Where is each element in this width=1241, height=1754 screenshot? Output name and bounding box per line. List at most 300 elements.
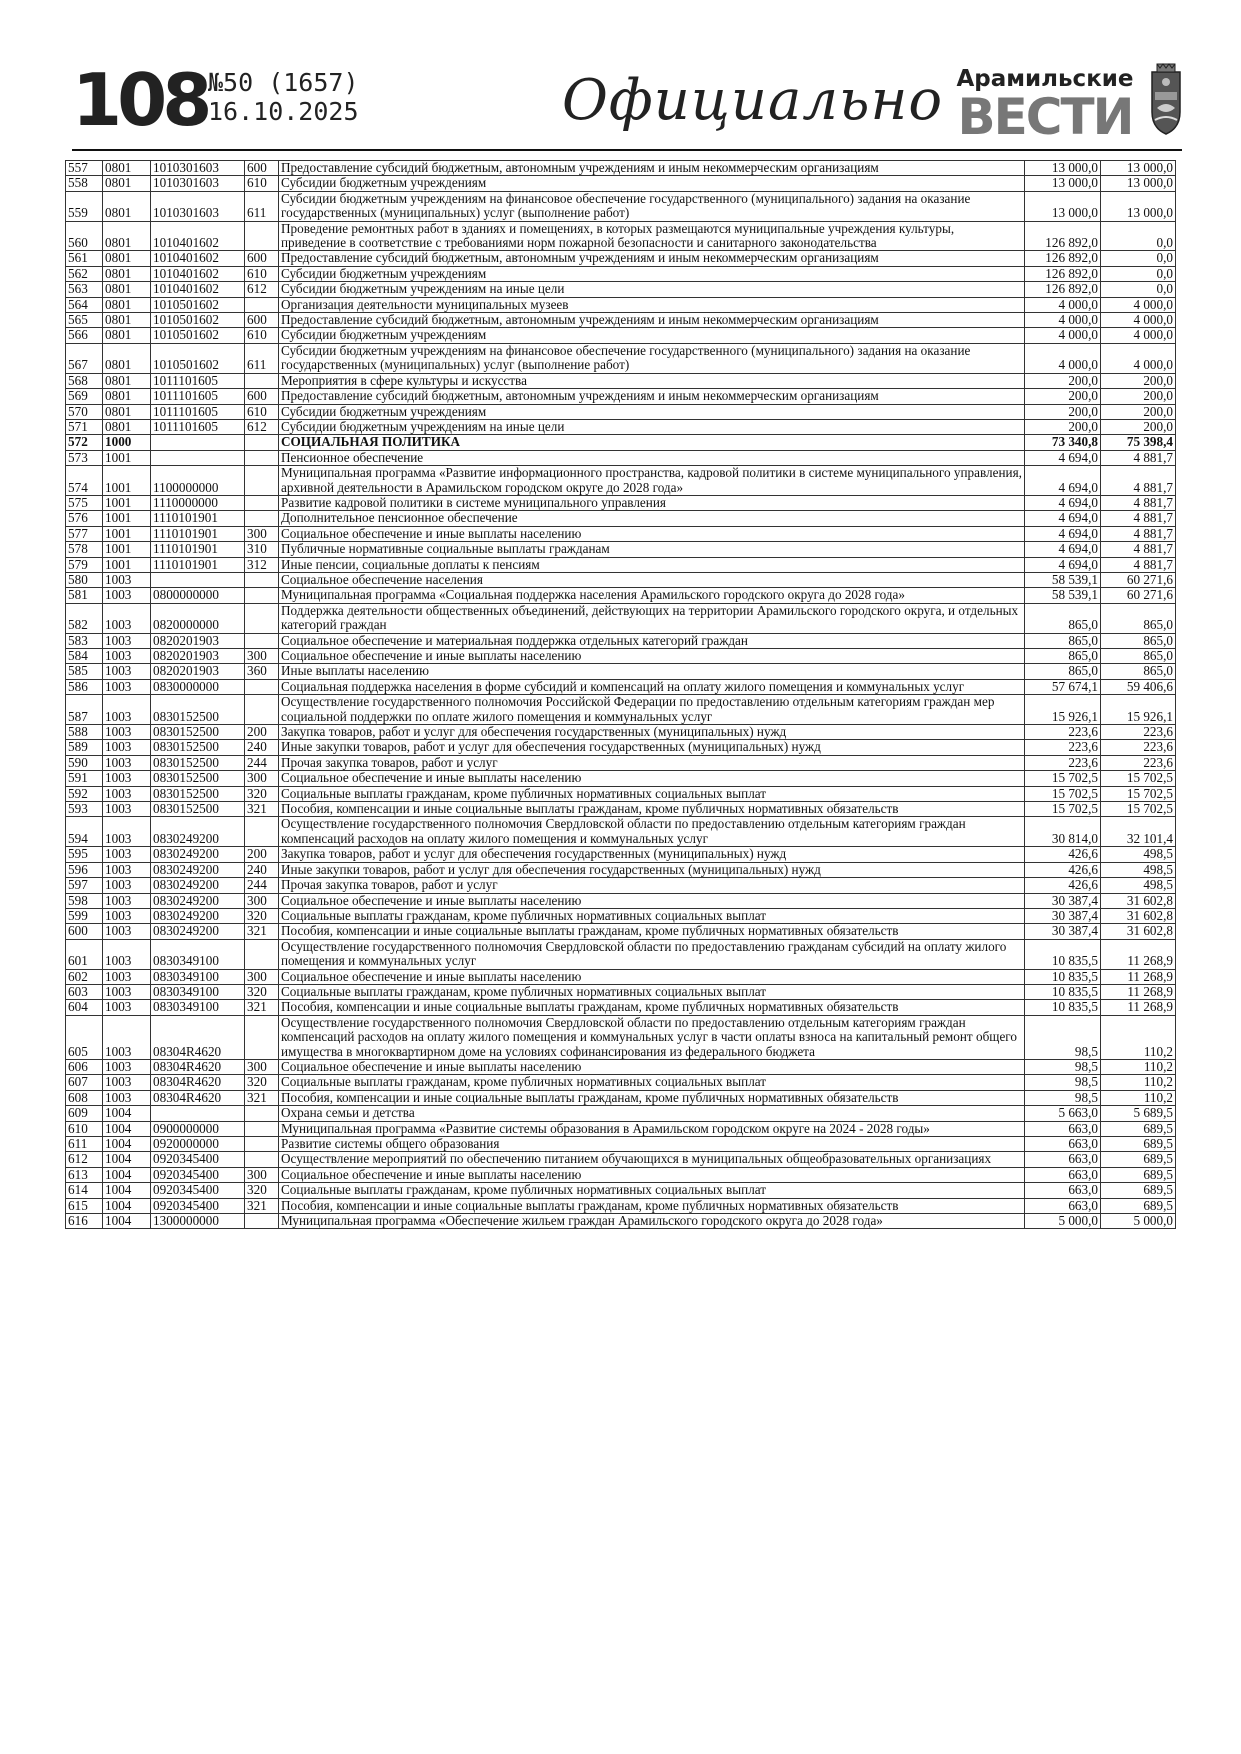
amount-year-1: 663,0: [1025, 1198, 1101, 1213]
expense-type-code: [245, 466, 279, 496]
section-code: 1003: [103, 725, 151, 740]
expense-type-code: 300: [245, 969, 279, 984]
amount-year-1: 10 835,5: [1025, 939, 1101, 969]
amount-year-2: 59 406,6: [1101, 679, 1176, 694]
expense-type-code: [245, 817, 279, 847]
expense-type-code: 600: [245, 389, 279, 404]
expense-type-code: 321: [245, 802, 279, 817]
row-name: Социальное обеспечение и материальная поддержка отдельных категорий граждан: [279, 633, 1025, 648]
amount-year-1: 663,0: [1025, 1167, 1101, 1182]
amount-year-2: 865,0: [1101, 649, 1176, 664]
table-row: [66, 373, 1176, 388]
target-article-code: 0830349100: [151, 939, 245, 969]
table-row: [66, 695, 1176, 725]
row-number: 579: [66, 557, 103, 572]
row-name: Мероприятия в сфере культуры и искусства: [279, 373, 1025, 388]
amount-year-2: 4 881,7: [1101, 450, 1176, 465]
amount-year-2: 13 000,0: [1101, 176, 1176, 191]
table-row: [66, 176, 1176, 191]
amount-year-1: 10 835,5: [1025, 1000, 1101, 1015]
amount-year-1: 98,5: [1025, 1015, 1101, 1059]
target-article-code: 1110101901: [151, 542, 245, 557]
logo-line-2: ВЕСТИ: [957, 88, 1133, 146]
expense-type-code: 310: [245, 542, 279, 557]
row-name: Субсидии бюджетным учреждениям: [279, 328, 1025, 343]
expense-type-code: 611: [245, 191, 279, 221]
expense-type-code: 244: [245, 878, 279, 893]
amount-year-1: 58 539,1: [1025, 572, 1101, 587]
table-row: [66, 221, 1176, 251]
row-number: 613: [66, 1167, 103, 1182]
table-row: [66, 725, 1176, 740]
amount-year-1: 4 000,0: [1025, 328, 1101, 343]
target-article-code: 0820201903: [151, 664, 245, 679]
table-row: [66, 1000, 1176, 1015]
amount-year-2: 0,0: [1101, 266, 1176, 281]
expense-type-code: 320: [245, 984, 279, 999]
row-number: 581: [66, 588, 103, 603]
amount-year-2: 865,0: [1101, 603, 1176, 633]
row-name: Закупка товаров, работ и услуг для обеспечения государственных (муниципальных) нужд: [279, 725, 1025, 740]
table-row: [66, 297, 1176, 312]
amount-year-1: 223,6: [1025, 740, 1101, 755]
row-number: 612: [66, 1152, 103, 1167]
amount-year-1: 865,0: [1025, 649, 1101, 664]
expense-type-code: 300: [245, 649, 279, 664]
row-name: Развитие системы общего образования: [279, 1137, 1025, 1152]
budget-table-body: [66, 161, 1176, 1229]
row-number: 590: [66, 755, 103, 770]
expense-type-code: 200: [245, 725, 279, 740]
target-article-code: [151, 450, 245, 465]
target-article-code: 1010501602: [151, 343, 245, 373]
header-rule: [72, 149, 1182, 151]
amount-year-2: 31 602,8: [1101, 893, 1176, 908]
row-number: 589: [66, 740, 103, 755]
expense-type-code: [245, 297, 279, 312]
amount-year-2: 4 000,0: [1101, 313, 1176, 328]
amount-year-2: 110,2: [1101, 1059, 1176, 1074]
amount-year-1: 4 694,0: [1025, 526, 1101, 541]
row-name: Субсидии бюджетным учреждениям: [279, 176, 1025, 191]
expense-type-code: 200: [245, 847, 279, 862]
expense-type-code: [245, 603, 279, 633]
table-row: [66, 1015, 1176, 1059]
row-name: Прочая закупка товаров, работ и услуг: [279, 878, 1025, 893]
expense-type-code: [245, 588, 279, 603]
table-row: [66, 450, 1176, 465]
table-row: [66, 1214, 1176, 1229]
amount-year-1: 126 892,0: [1025, 251, 1101, 266]
row-number: 558: [66, 176, 103, 191]
row-name: Осуществление государственного полномочия Свердловской области по предоставлению гражданам субсидий на оплату жилого помещения и коммунальных услуг: [279, 939, 1025, 969]
target-article-code: 1011101605: [151, 373, 245, 388]
row-name: Закупка товаров, работ и услуг для обеспечения государственных (муниципальных) нужд: [279, 847, 1025, 862]
amount-year-2: 11 268,9: [1101, 1000, 1176, 1015]
expense-type-code: 600: [245, 251, 279, 266]
row-number: 587: [66, 695, 103, 725]
section-code: 0801: [103, 297, 151, 312]
section-code: 1003: [103, 908, 151, 923]
row-number: 611: [66, 1137, 103, 1152]
amount-year-1: 13 000,0: [1025, 191, 1101, 221]
target-article-code: 1010501602: [151, 328, 245, 343]
amount-year-2: 200,0: [1101, 404, 1176, 419]
amount-year-2: 31 602,8: [1101, 924, 1176, 939]
target-article-code: 0830249200: [151, 847, 245, 862]
row-name: Организация деятельности муниципальных музеев: [279, 297, 1025, 312]
row-number: 585: [66, 664, 103, 679]
section-code: 1003: [103, 969, 151, 984]
target-article-code: 1010401602: [151, 266, 245, 281]
section-code: 0801: [103, 389, 151, 404]
amount-year-2: 0,0: [1101, 282, 1176, 297]
table-row: [66, 664, 1176, 679]
expense-type-code: 312: [245, 557, 279, 572]
row-number: 557: [66, 161, 103, 176]
row-number: 616: [66, 1214, 103, 1229]
row-number: 559: [66, 191, 103, 221]
section-code: 1003: [103, 878, 151, 893]
section-code: 1003: [103, 679, 151, 694]
target-article-code: [151, 1106, 245, 1121]
amount-year-2: 5 689,5: [1101, 1106, 1176, 1121]
row-name: Социальное обеспечение и иные выплаты населению: [279, 969, 1025, 984]
target-article-code: 1010301603: [151, 191, 245, 221]
amount-year-1: 5 663,0: [1025, 1106, 1101, 1121]
amount-year-1: 98,5: [1025, 1090, 1101, 1105]
amount-year-1: 10 835,5: [1025, 984, 1101, 999]
issue-date: 16.10.2025: [208, 97, 359, 126]
amount-year-2: 498,5: [1101, 847, 1176, 862]
row-name: Пособия, компенсации и иные социальные выплаты гражданам, кроме публичных нормативных обязательств: [279, 1198, 1025, 1213]
table-row: [66, 786, 1176, 801]
coat-of-arms-icon: [1149, 62, 1183, 138]
section-code: 0801: [103, 266, 151, 281]
amount-year-2: 0,0: [1101, 251, 1176, 266]
row-number: 606: [66, 1059, 103, 1074]
row-number: 607: [66, 1075, 103, 1090]
section-code: 1003: [103, 740, 151, 755]
section-code: 1003: [103, 984, 151, 999]
amount-year-1: 73 340,8: [1025, 435, 1101, 450]
section-code: 1003: [103, 771, 151, 786]
row-number: 566: [66, 328, 103, 343]
amount-year-2: 689,5: [1101, 1152, 1176, 1167]
amount-year-2: 5 000,0: [1101, 1214, 1176, 1229]
amount-year-2: 4 881,7: [1101, 526, 1176, 541]
amount-year-1: 4 694,0: [1025, 450, 1101, 465]
expense-type-code: [245, 435, 279, 450]
section-code: 1003: [103, 862, 151, 877]
target-article-code: 1010401602: [151, 221, 245, 251]
expense-type-code: 320: [245, 908, 279, 923]
expense-type-code: [245, 1137, 279, 1152]
section-code: 1003: [103, 603, 151, 633]
row-name: Социальное обеспечение и иные выплаты населению: [279, 649, 1025, 664]
row-name: Социальная поддержка населения в форме субсидий и компенсаций на оплату жилого помещения и коммунальных услуг: [279, 679, 1025, 694]
target-article-code: 0830152500: [151, 725, 245, 740]
section-code: 1004: [103, 1183, 151, 1198]
expense-type-code: [245, 511, 279, 526]
section-code: 1003: [103, 649, 151, 664]
amount-year-2: 689,5: [1101, 1198, 1176, 1213]
expense-type-code: 300: [245, 771, 279, 786]
target-article-code: 1110101901: [151, 557, 245, 572]
section-code: 1004: [103, 1121, 151, 1136]
section-code: 1003: [103, 755, 151, 770]
newspaper-logo: [947, 66, 1143, 146]
section-code: 1003: [103, 802, 151, 817]
row-number: 615: [66, 1198, 103, 1213]
section-code: 1004: [103, 1198, 151, 1213]
amount-year-1: 663,0: [1025, 1121, 1101, 1136]
target-article-code: 08304R4620: [151, 1059, 245, 1074]
row-number: 594: [66, 817, 103, 847]
row-name: Субсидии бюджетным учреждениям: [279, 404, 1025, 419]
table-row: [66, 862, 1176, 877]
row-name: Предоставление субсидий бюджетным, автономным учреждениям и иным некоммерческим организациям: [279, 389, 1025, 404]
table-row: [66, 984, 1176, 999]
table-row: [66, 1183, 1176, 1198]
amount-year-1: 4 000,0: [1025, 297, 1101, 312]
row-name: Муниципальная программа «Социальная поддержка населения Арамильского городского округа до 2028 года»: [279, 588, 1025, 603]
row-name: Социальные выплаты гражданам, кроме публичных нормативных социальных выплат: [279, 1183, 1025, 1198]
section-code: 1001: [103, 495, 151, 510]
row-number: 614: [66, 1183, 103, 1198]
row-name: Иные закупки товаров, работ и услуг для обеспечения государственных (муниципальных) нужд: [279, 862, 1025, 877]
table-row: [66, 878, 1176, 893]
issue-number: №50 (1657): [208, 68, 359, 97]
expense-type-code: 611: [245, 343, 279, 373]
section-code: 1001: [103, 450, 151, 465]
table-row: [66, 1152, 1176, 1167]
expense-type-code: [245, 572, 279, 587]
row-number: 570: [66, 404, 103, 419]
section-code: 1001: [103, 526, 151, 541]
row-number: 580: [66, 572, 103, 587]
row-number: 601: [66, 939, 103, 969]
row-name: Иные выплаты населению: [279, 664, 1025, 679]
page-number: 108: [72, 58, 208, 142]
row-name: Дополнительное пенсионное обеспечение: [279, 511, 1025, 526]
target-article-code: 0830152500: [151, 771, 245, 786]
section-code: 0801: [103, 251, 151, 266]
section-code: 0801: [103, 221, 151, 251]
row-number: 592: [66, 786, 103, 801]
row-number: 577: [66, 526, 103, 541]
amount-year-2: 865,0: [1101, 664, 1176, 679]
amount-year-1: 426,6: [1025, 862, 1101, 877]
amount-year-2: 200,0: [1101, 419, 1176, 434]
table-row: [66, 266, 1176, 281]
section-code: 1003: [103, 847, 151, 862]
table-row: [66, 633, 1176, 648]
section-code: 1003: [103, 817, 151, 847]
target-article-code: 0920345400: [151, 1167, 245, 1182]
row-name: Пособия, компенсации и иные социальные выплаты гражданам, кроме публичных нормативных обязательств: [279, 802, 1025, 817]
target-article-code: 0920000000: [151, 1137, 245, 1152]
section-code: 1003: [103, 1075, 151, 1090]
expense-type-code: 320: [245, 1183, 279, 1198]
section-code: 1003: [103, 1090, 151, 1105]
expense-type-code: 612: [245, 282, 279, 297]
row-name: Социальное обеспечение и иные выплаты населению: [279, 893, 1025, 908]
target-article-code: 1010501602: [151, 313, 245, 328]
amount-year-1: 30 387,4: [1025, 924, 1101, 939]
section-code: 1003: [103, 893, 151, 908]
section-code: 1001: [103, 511, 151, 526]
table-row: [66, 679, 1176, 694]
expense-type-code: [245, 221, 279, 251]
target-article-code: 1011101605: [151, 404, 245, 419]
amount-year-1: 13 000,0: [1025, 176, 1101, 191]
section-code: 1004: [103, 1106, 151, 1121]
amount-year-1: 4 694,0: [1025, 542, 1101, 557]
target-article-code: 1100000000: [151, 466, 245, 496]
row-number: 571: [66, 419, 103, 434]
section-code: 0801: [103, 282, 151, 297]
section-code: 0801: [103, 373, 151, 388]
row-name: Социальное обеспечение и иные выплаты населению: [279, 771, 1025, 786]
row-name: Охрана семьи и детства: [279, 1106, 1025, 1121]
row-number: 562: [66, 266, 103, 281]
row-name: Пособия, компенсации и иные социальные выплаты гражданам, кроме публичных нормативных обязательств: [279, 924, 1025, 939]
amount-year-1: 4 694,0: [1025, 557, 1101, 572]
table-row: [66, 740, 1176, 755]
budget-table-container: [65, 160, 1175, 1229]
amount-year-1: 223,6: [1025, 725, 1101, 740]
table-row: [66, 282, 1176, 297]
table-row: [66, 557, 1176, 572]
row-name: Социальное обеспечение населения: [279, 572, 1025, 587]
target-article-code: 0920345400: [151, 1183, 245, 1198]
expense-type-code: 321: [245, 1090, 279, 1105]
amount-year-2: 689,5: [1101, 1183, 1176, 1198]
amount-year-1: 4 000,0: [1025, 313, 1101, 328]
table-row: [66, 191, 1176, 221]
row-number: 608: [66, 1090, 103, 1105]
expense-type-code: 321: [245, 1000, 279, 1015]
amount-year-1: 98,5: [1025, 1075, 1101, 1090]
target-article-code: 0920345400: [151, 1198, 245, 1213]
section-code: 1003: [103, 1059, 151, 1074]
target-article-code: 0830152500: [151, 755, 245, 770]
row-name: Субсидии бюджетным учреждениям на иные цели: [279, 282, 1025, 297]
amount-year-1: 4 694,0: [1025, 495, 1101, 510]
expense-type-code: [245, 373, 279, 388]
amount-year-2: 15 702,5: [1101, 771, 1176, 786]
section-code: 1003: [103, 924, 151, 939]
row-number: 593: [66, 802, 103, 817]
row-name: Субсидии бюджетным учреждениям на финансовое обеспечение государственного (муниципального) задания на оказание государственных (муниципальных) услуг (выполнение работ): [279, 343, 1025, 373]
section-code: 1003: [103, 572, 151, 587]
expense-type-code: 321: [245, 924, 279, 939]
amount-year-1: 98,5: [1025, 1059, 1101, 1074]
row-number: 576: [66, 511, 103, 526]
row-number: 572: [66, 435, 103, 450]
row-name: Пособия, компенсации и иные социальные выплаты гражданам, кроме публичных нормативных обязательств: [279, 1000, 1025, 1015]
row-number: 575: [66, 495, 103, 510]
row-number: 603: [66, 984, 103, 999]
row-name: Осуществление государственного полномочия Российской Федерации по предоставлению отдельным категориям граждан мер социальной поддержки по оплате жилого помещения и коммунальных услуг: [279, 695, 1025, 725]
target-article-code: 0830349100: [151, 984, 245, 999]
row-name: Социальные выплаты гражданам, кроме публичных нормативных социальных выплат: [279, 908, 1025, 923]
amount-year-1: 200,0: [1025, 389, 1101, 404]
section-code: 1003: [103, 588, 151, 603]
target-article-code: 1110101901: [151, 526, 245, 541]
row-name: Субсидии бюджетным учреждениям на финансовое обеспечение государственного (муниципального) задания на оказание государственных (муниципальных) услуг (выполнение работ): [279, 191, 1025, 221]
row-name: Иные пенсии, социальные доплаты к пенсиям: [279, 557, 1025, 572]
amount-year-1: 30 814,0: [1025, 817, 1101, 847]
amount-year-2: 689,5: [1101, 1167, 1176, 1182]
amount-year-2: 689,5: [1101, 1121, 1176, 1136]
table-row: [66, 924, 1176, 939]
row-name: Социальные выплаты гражданам, кроме публичных нормативных социальных выплат: [279, 1075, 1025, 1090]
expense-type-code: [245, 1152, 279, 1167]
row-number: 565: [66, 313, 103, 328]
table-row: [66, 817, 1176, 847]
row-name: Социальное обеспечение и иные выплаты населению: [279, 1167, 1025, 1182]
section-code: 0801: [103, 328, 151, 343]
row-number: 595: [66, 847, 103, 862]
expense-type-code: 610: [245, 176, 279, 191]
row-number: 591: [66, 771, 103, 786]
row-number: 584: [66, 649, 103, 664]
row-name: Предоставление субсидий бюджетным, автономным учреждениям и иным некоммерческим организациям: [279, 313, 1025, 328]
table-row: [66, 572, 1176, 587]
expense-type-code: 610: [245, 404, 279, 419]
expense-type-code: 612: [245, 419, 279, 434]
row-name: Публичные нормативные социальные выплаты гражданам: [279, 542, 1025, 557]
row-name: Развитие кадровой политики в системе муниципального управления: [279, 495, 1025, 510]
target-article-code: 08304R4620: [151, 1075, 245, 1090]
amount-year-2: 11 268,9: [1101, 939, 1176, 969]
table-row: [66, 313, 1176, 328]
row-number: 583: [66, 633, 103, 648]
table-row: [66, 969, 1176, 984]
amount-year-2: 13 000,0: [1101, 191, 1176, 221]
row-number: 588: [66, 725, 103, 740]
table-row: [66, 755, 1176, 770]
amount-year-2: 4 000,0: [1101, 343, 1176, 373]
target-article-code: 1010401602: [151, 282, 245, 297]
amount-year-1: 126 892,0: [1025, 266, 1101, 281]
table-row: [66, 649, 1176, 664]
expense-type-code: [245, 450, 279, 465]
section-code: 0801: [103, 176, 151, 191]
table-row: [66, 495, 1176, 510]
amount-year-1: 426,6: [1025, 878, 1101, 893]
row-number: 564: [66, 297, 103, 312]
row-name: Предоставление субсидий бюджетным, автономным учреждениям и иным некоммерческим организациям: [279, 161, 1025, 176]
row-name: Осуществление государственного полномочия Свердловской области по предоставлению отдельным категориям граждан компенсаций расходов на оплату жилого помещения и коммунальных услуг в части оплаты взноса на капитальный ремонт общего имущества в многоквартирном доме на условиях софинансирования из федерального бюджета: [279, 1015, 1025, 1059]
row-number: 598: [66, 893, 103, 908]
target-article-code: 0830152500: [151, 802, 245, 817]
row-name: Муниципальная программа «Развитие информационного пространства, кадровой политики в системе муниципального управления, архивной деятельности в Арамильском городском округе до 2028 года»: [279, 466, 1025, 496]
amount-year-1: 865,0: [1025, 664, 1101, 679]
expense-type-code: [245, 1015, 279, 1059]
table-row: [66, 404, 1176, 419]
row-number: 582: [66, 603, 103, 633]
expense-type-code: 600: [245, 161, 279, 176]
row-name: СОЦИАЛЬНАЯ ПОЛИТИКА: [279, 435, 1025, 450]
amount-year-2: 11 268,9: [1101, 984, 1176, 999]
target-article-code: 0830249200: [151, 908, 245, 923]
expense-type-code: 321: [245, 1198, 279, 1213]
target-article-code: 0900000000: [151, 1121, 245, 1136]
expense-type-code: 360: [245, 664, 279, 679]
